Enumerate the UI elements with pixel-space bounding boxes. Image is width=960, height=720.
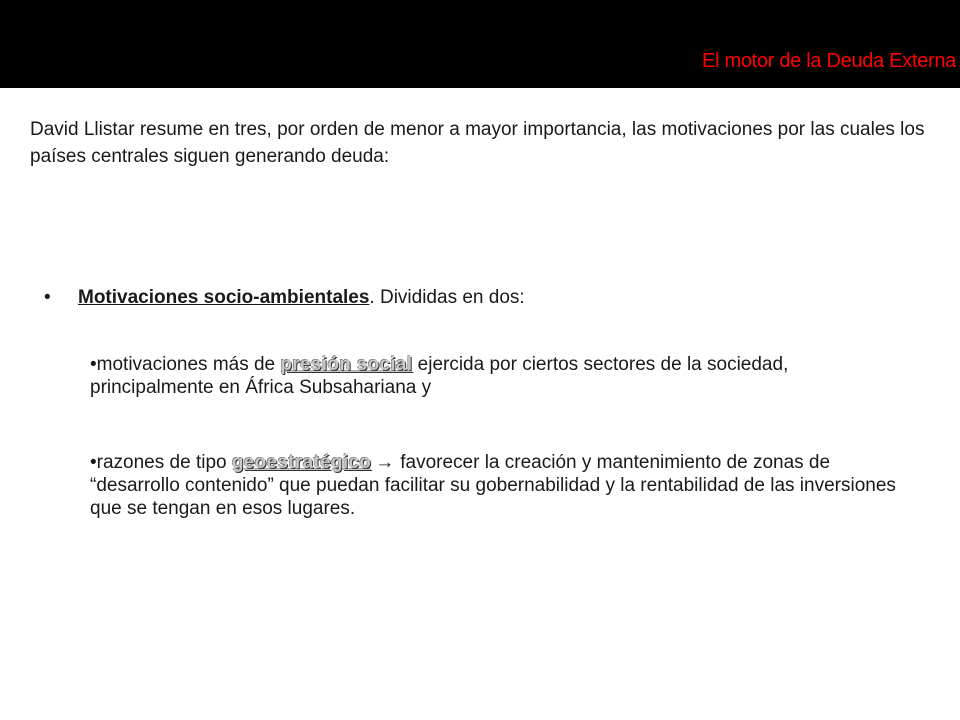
slide-title: El motor de la Deuda Externa [702, 50, 956, 72]
sub-bullet-text-after: ejercida por ciertos sectores de la sociedad, principalmente en África Subsahariana y [90, 354, 789, 398]
sub-bullet-presion-social [90, 353, 900, 399]
main-bullet [44, 284, 924, 311]
main-bullet-text: . Divididas en dos: [369, 287, 525, 308]
header-bar [0, 0, 960, 88]
sub-bullet-marker: • [90, 452, 97, 473]
term-geoestrategico: geoestratégico [231, 452, 372, 473]
sub-bullet-marker: • [90, 354, 97, 375]
arrow-right-icon: → [375, 452, 395, 473]
sub-bullet-text-before: motivaciones más de [96, 354, 281, 375]
main-bullet-emphasis: Motivaciones socio-ambientales [78, 287, 370, 308]
sub-bullet-geoestrategico [90, 451, 900, 520]
term-presion-social: presión social [280, 354, 413, 375]
sub-bullet-text-after: favorecer la creación y mantenimiento de zonas de “desarrollo contenido” que puedan facilitar su gobernabilidad y la rentabilidad de las inversiones que se tengan en esos lugares. [90, 452, 896, 519]
sub-bullet-text-before: razones de tipo [96, 452, 232, 473]
bullet-marker: • [44, 287, 51, 308]
intro-paragraph: David Llistar resume en tres, por orden de menor a mayor importancia, las motivaciones por las cuales los países centrales siguen generando deuda: [30, 119, 925, 167]
